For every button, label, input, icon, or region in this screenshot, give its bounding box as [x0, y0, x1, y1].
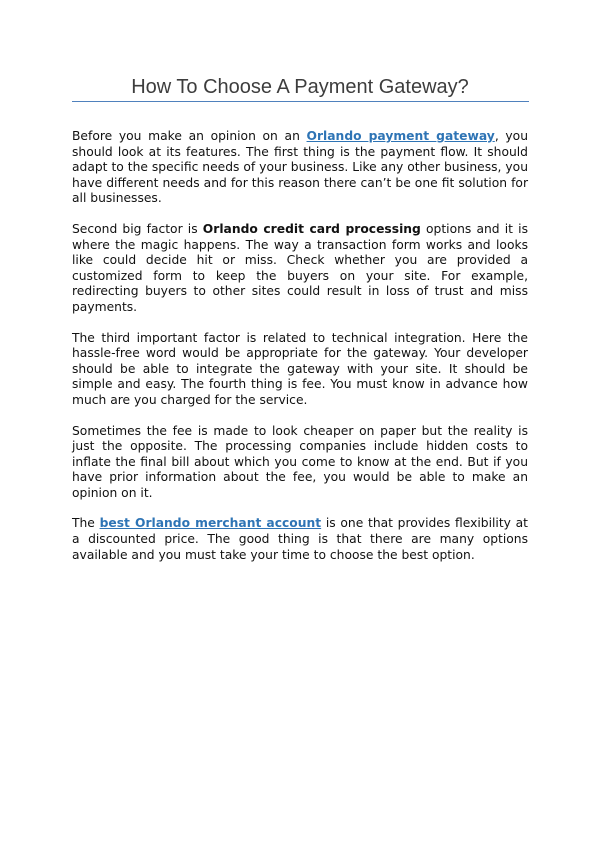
paragraph-5-text-before: The: [72, 516, 100, 531]
paragraph-4: Sometimes the fee is made to look cheaper on paper but the reality is just the opposite. The processing companies include hidden costs to inflate the final bill about which you come to know at the end. But if you have prior information about the fee, you would be able to make an opinion on it.: [72, 423, 528, 500]
paragraph-2-text-after: options and it is where the magic happens. The way a transaction form works and looks like could decide hit or miss. Check whether you are provided a customized form to keep the buyers on your site. For example, redirecting buyers to other sites could result in loss of trust and miss payments.: [72, 221, 528, 314]
paragraph-1: [72, 129, 528, 207]
paragraph-1-text-after: , you should look at its features. The first thing is the payment flow. It should adapt to the specific needs of your business. Like any other business, you have different needs and for this reason there can’t be one fit solution for all businesses.: [72, 129, 528, 206]
paragraph-1-text-before: Before you make an opinion on an: [72, 129, 307, 143]
paragraph-5: [72, 516, 528, 563]
paragraph-5-text-after: is one that provides flexibility at a discounted price. The good thing is that there are many options available and you must take your time to choose the best option.: [72, 516, 528, 562]
title-underline: [72, 101, 529, 102]
paragraph-2: [72, 222, 528, 316]
orlando-credit-card-processing-term: Orlando credit card processing: [202, 221, 421, 236]
document-body: [72, 129, 528, 578]
orlando-payment-gateway-link[interactable]: Orlando payment gateway: [306, 129, 495, 143]
paragraph-3: The third important factor is related to technical integration. Here the hassle-free word would be appropriate for the gateway. Your developer should be able to integrate the gateway with your site. It should be simple and easy. The fourth thing is fee. You must know in advance how much are you charged for the service.: [72, 330, 528, 407]
page-title: How To Choose A Payment Gateway?: [131, 76, 469, 98]
best-orlando-merchant-account-link[interactable]: best Orlando merchant account: [99, 516, 322, 531]
paragraph-2-text-before: Second big factor is: [72, 221, 203, 236]
